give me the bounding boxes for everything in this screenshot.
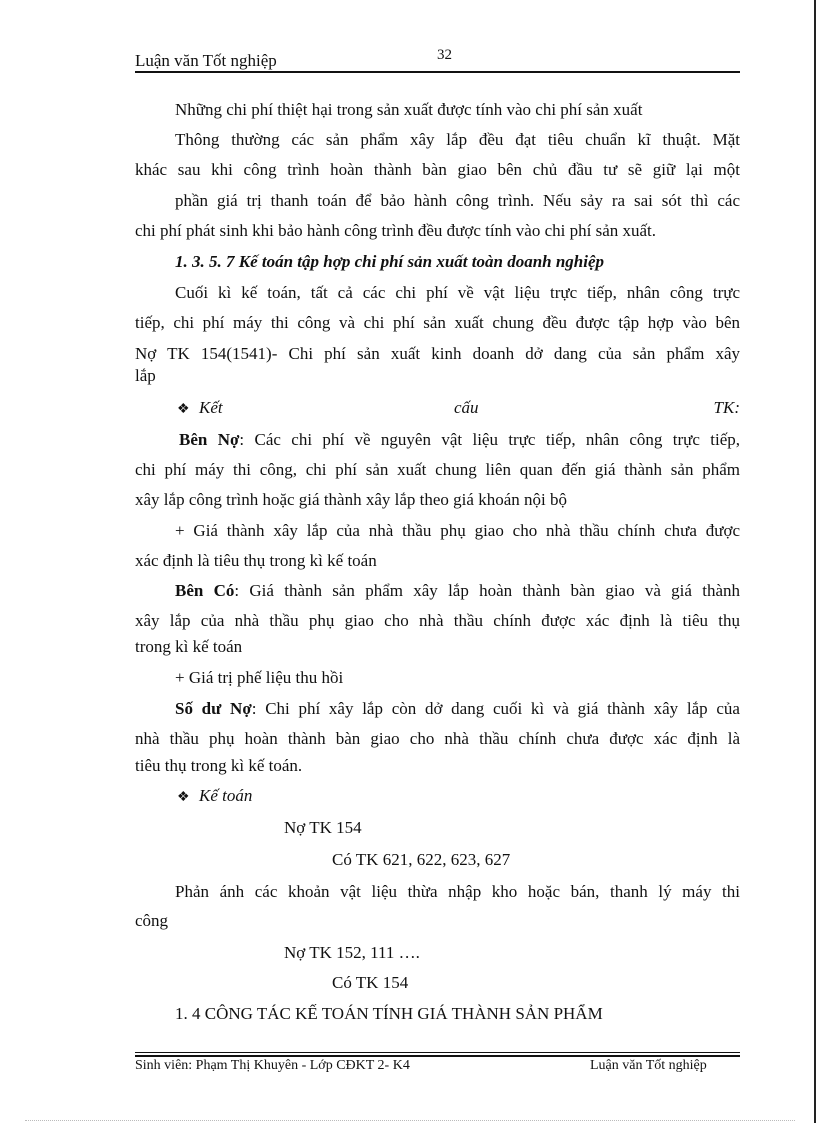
ben-no-text: : Các chi phí về nguyên vật liệu trực tiếp, nhân công trực tiếp, (239, 430, 741, 449)
paragraph-line: lắp (135, 366, 156, 385)
ket-cau-word-2: cấu (454, 398, 479, 417)
paragraph-line: chi phí máy thi công, chi phí sản xuất chung liên quan đến giá thành sản phẩm (135, 460, 740, 479)
paragraph-line: xác định là tiêu thụ trong kì kế toán (135, 551, 377, 570)
footer-student: Sinh viên: Phạm Thị Khuyên - Lớp CĐKT 2- K4 (135, 1058, 410, 1073)
footer-title: Luận văn Tốt nghiệp (590, 1058, 707, 1073)
paragraph-line: Thông thường các sản phẩm xây lắp đều đạt tiêu chuẩn kĩ thuật. Mặt (175, 130, 740, 149)
paragraph-line: tiếp, chi phí máy thi công và chi phí sản xuất chung đều được tập hợp vào bên (135, 313, 740, 332)
entry-debit: Nợ TK 154 (284, 818, 362, 837)
ben-co-text: : Giá thành sản phẩm xây lắp hoàn thành bàn giao và giá thành (234, 581, 740, 600)
ket-cau-word-1: Kết (199, 398, 223, 417)
paragraph-line: công (135, 911, 169, 930)
header-title: Luận văn Tốt nghiệp (135, 51, 277, 70)
footer-rule (135, 1052, 740, 1053)
ben-no-label: Bên Nợ (179, 430, 240, 449)
paragraph-line: Những chi phí thiệt hại trong sản xuất được tính vào chi phí sản xuất (175, 100, 643, 119)
ben-co-label: Bên Có (175, 581, 235, 600)
section-heading: 1. 3. 5. 7 Kế toán tập hợp chi phí sản xuất toàn doanh nghiệp (175, 252, 605, 271)
page-header (135, 46, 740, 72)
paragraph-line: Cuối kì kế toán, tất cả các chi phí về vật liệu trực tiếp, nhân công trực (175, 283, 740, 302)
ket-cau-line (135, 394, 740, 422)
so-du-label: Số dư Nợ (175, 699, 252, 718)
entry-debit: Nợ TK 152, 111 …. (284, 943, 420, 962)
so-du-text: : Chi phí xây lắp còn dở dang cuối kì và giá thành xây lắp của (251, 699, 740, 718)
diamond-bullet-icon: ❖ (177, 402, 190, 417)
diamond-bullet-icon: ❖ (177, 790, 190, 805)
paragraph-line: nhà thầu phụ hoàn thành bàn giao cho nhà thầu chính chưa được xác định là (135, 729, 740, 748)
so-du-line (135, 695, 740, 723)
paragraph-line: phần giá trị thanh toán để bảo hành công trình. Nếu sảy ra sai sót thì các (175, 191, 740, 210)
entry-credit: Có TK 154 (332, 973, 409, 992)
paragraph-line: trong kì kế toán (135, 637, 243, 656)
next-section-heading: 1. 4 CÔNG TÁC KẾ TOÁN TÍNH GIÁ THÀNH SẢN PHẨM (175, 1004, 603, 1023)
paragraph-line: Phản ánh các khoản vật liệu thừa nhập kho hoặc bán, thanh lý máy thi (175, 882, 740, 901)
page-bottom-dotted-line (25, 1120, 795, 1121)
entry-credit: Có TK 621, 622, 623, 627 (332, 850, 511, 869)
paragraph-line: chi phí phát sinh khi bảo hành công trình đều được tính vào chi phí sản xuất. (135, 221, 657, 240)
paragraph-line: xây lắp của nhà thầu phụ giao cho nhà thầu chính được xác định là tiêu thụ (135, 611, 740, 630)
paragraph-line: Nợ TK 154(1541)- Chi phí sản xuất kinh doanh dở dang của sản phẩm xây (135, 344, 740, 363)
page-number: 32 (437, 47, 452, 63)
paragraph-line: tiêu thụ trong kì kế toán. (135, 756, 303, 775)
footer-rule (135, 1055, 740, 1057)
ben-no-line (135, 426, 740, 454)
ket-cau-word-3: TK: (713, 398, 740, 417)
ben-co-line (135, 577, 740, 605)
paragraph-line: khác sau khi công trình hoàn thành bàn giao bên chủ đầu tư sẽ giữ lại một (135, 160, 740, 179)
paragraph-line: + Giá trị phế liệu thu hồi (175, 668, 344, 687)
paragraph-line: xây lắp công trình hoặc giá thành xây lắp theo giá khoán nội bộ (135, 490, 567, 509)
paragraph-line: + Giá thành xây lắp của nhà thầu phụ giao cho nhà thầu chính chưa được (175, 521, 740, 540)
header-rule (135, 71, 740, 73)
ke-toan-label: Kế toán (199, 786, 253, 805)
ke-toan-line (135, 782, 740, 810)
